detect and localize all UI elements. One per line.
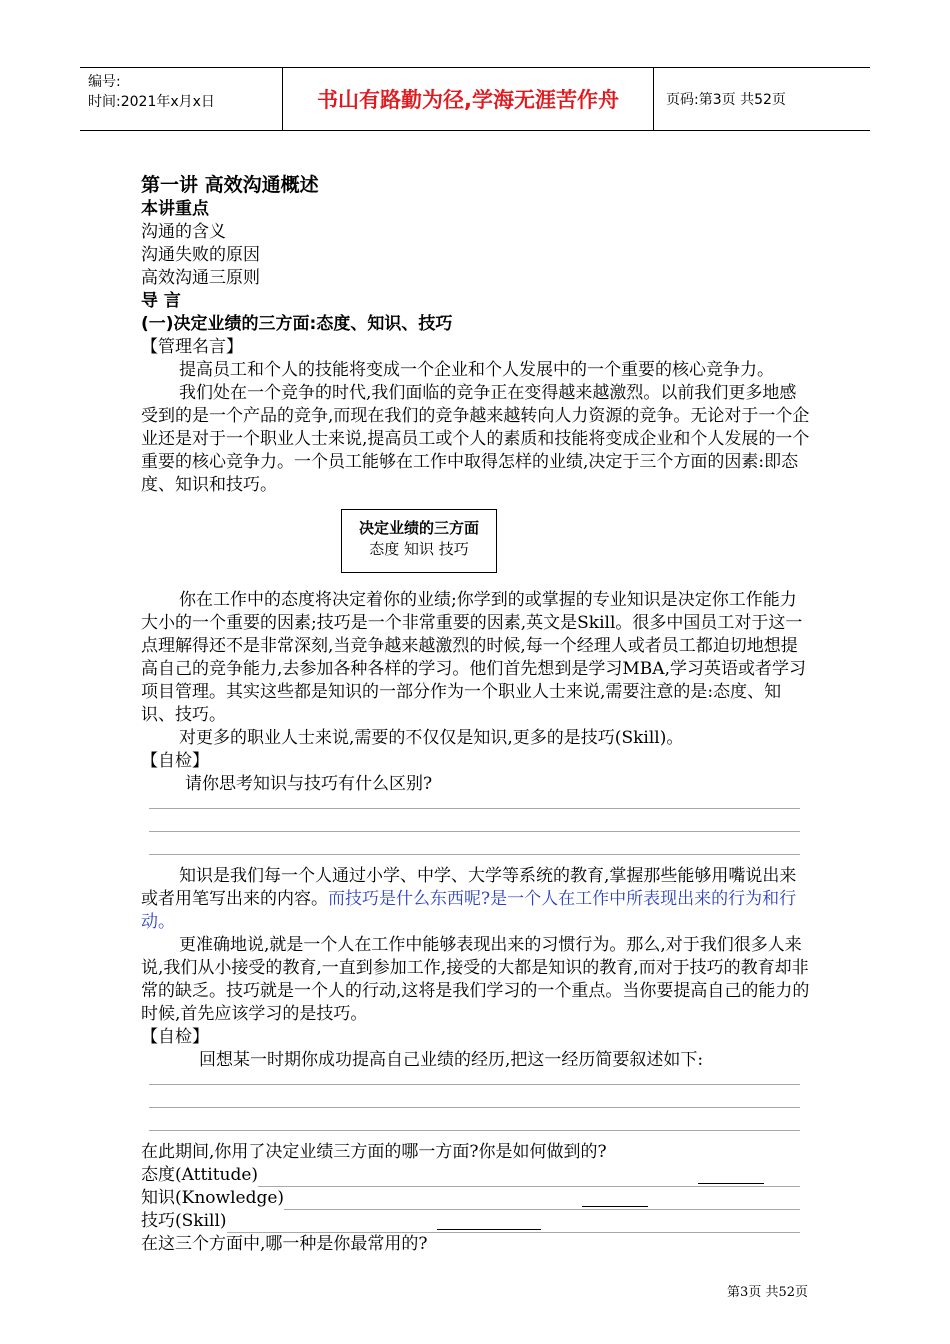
three-aspects-box [341, 509, 497, 573]
answer-line[interactable] [141, 842, 812, 865]
aspect-question: 在此期间,你用了决定业绩三方面的哪一方面?你是如何做到的? [141, 1142, 607, 1162]
focus-heading: 本讲重点 [141, 199, 209, 219]
focus-item: 高效沟通三原则 [141, 268, 260, 288]
header-motto: 书山有路勤为径,学海无涯苦作舟 [282, 68, 654, 130]
paragraph [141, 865, 812, 934]
knowledge-answer-line[interactable] [284, 1192, 800, 1210]
paragraph: 我们处在一个竞争的时代,我们面临的竞争正在变得越来越激烈。以前我们更多地感受到的是一个产品的竞争,而现在我们的竞争越来越转向人力资源的竞争。无论对于一个企业还是对于一个职业人士来说,提高员工或个人的素质和技能将变成企业和个人发展的一个重要的核心竞争力。一个员工能够在工作中取得怎样的业绩,决定于三个方面的因素:即态度、知识和技巧。 [141, 383, 810, 495]
three-aspects-figure [141, 497, 812, 589]
document-body [141, 172, 812, 1256]
self-check-label: 【自检】 [141, 751, 209, 771]
answer-line[interactable] [141, 819, 812, 842]
skill-row [141, 1210, 812, 1233]
header-page-info: 页码:第3页 共52页 [666, 92, 786, 108]
lecture-title: 第一讲 高效沟通概述 [141, 174, 319, 196]
skill-label: 技巧(Skill) [141, 1211, 227, 1231]
header-meta [80, 68, 282, 130]
knowledge-row [141, 1187, 812, 1210]
self-check-label: 【自检】 [141, 1027, 209, 1047]
knowledge-label: 知识(Knowledge) [141, 1188, 285, 1208]
quote-label: 【管理名言】 [141, 337, 243, 357]
skill-answer-line[interactable] [227, 1215, 800, 1233]
page-footer: 第3页 共52页 [727, 1285, 808, 1300]
intro-heading: 导 言 [141, 291, 181, 311]
answer-line[interactable] [141, 1095, 812, 1118]
number-label: 编号: [88, 74, 121, 90]
quote-text: 提高员工和个人的技能将变成一个企业和个人发展中的一个重要的核心竞争力。 [179, 360, 774, 380]
section-heading: (一)决定业绩的三方面:态度、知识、技巧 [141, 314, 453, 334]
time-label: 时间:2021年x月x日 [88, 94, 215, 110]
self-check-question: 请你思考知识与技巧有什么区别? [185, 774, 433, 794]
box-title: 决定业绩的三方面 [358, 519, 479, 537]
paragraph: 更准确地说,就是一个人在工作中能够表现出来的习惯行为。那么,对于我们很多人来说,我们从小接受的教育,一直到参加工作,接受的大都是知识的教育,而对于技巧的教育却非常的缺乏。技巧就是一个人的行动,这将是我们学习的一个重点。当你要提高自己的能力的时候,首先应该学习的是技巧。 [141, 935, 810, 1024]
answer-line[interactable] [141, 1118, 812, 1141]
paragraph-text: 知识是我们每一个人通过小学、中学、大学等系统的教育,掌握那些能够用嘴说出来或者用笔写出来的内容。 [141, 866, 797, 909]
answer-line[interactable] [141, 796, 812, 819]
focus-item: 沟通的含义 [141, 222, 226, 242]
self-check-question: 回想某一时期你成功提高自己业绩的经历,把这一经历简要叙述如下: [199, 1050, 704, 1070]
page-header [80, 67, 870, 131]
answer-line[interactable] [141, 1072, 812, 1095]
attitude-label: 态度(Attitude) [141, 1165, 259, 1185]
focus-item: 沟通失败的原因 [141, 245, 260, 265]
attitude-row [141, 1164, 812, 1187]
paragraph: 你在工作中的态度将决定着你的业绩;你学到的或掌握的专业知识是决定你工作能力大小的一个重要的因素;技巧是一个非常重要的因素,英文是Skill。很多中国员工对于这一点理解得还不是非常深刻,当竞争越来越激烈的时候,每一个经理人或者员工都迫切地想提高自己的竞争能力,去参加各种各样的学习。他们首先想到是学习MBA,学习英语或者学习项目管理。其实这些都是知识的一部分作为一个职业人士来说,需要注意的是:态度、知识、技巧。 [141, 590, 806, 725]
highlighted-text: 而技巧是什么东西呢?是一个人在工作中所表现出来的行为和行动。 [141, 889, 797, 932]
box-items: 态度 知识 技巧 [369, 540, 469, 558]
most-used-question: 在这三个方面中,哪一种是你最常用的? [141, 1234, 428, 1254]
paragraph: 对更多的职业人士来说,需要的不仅仅是知识,更多的是技巧(Skill)。 [179, 728, 684, 748]
attitude-answer-line[interactable] [258, 1169, 800, 1187]
